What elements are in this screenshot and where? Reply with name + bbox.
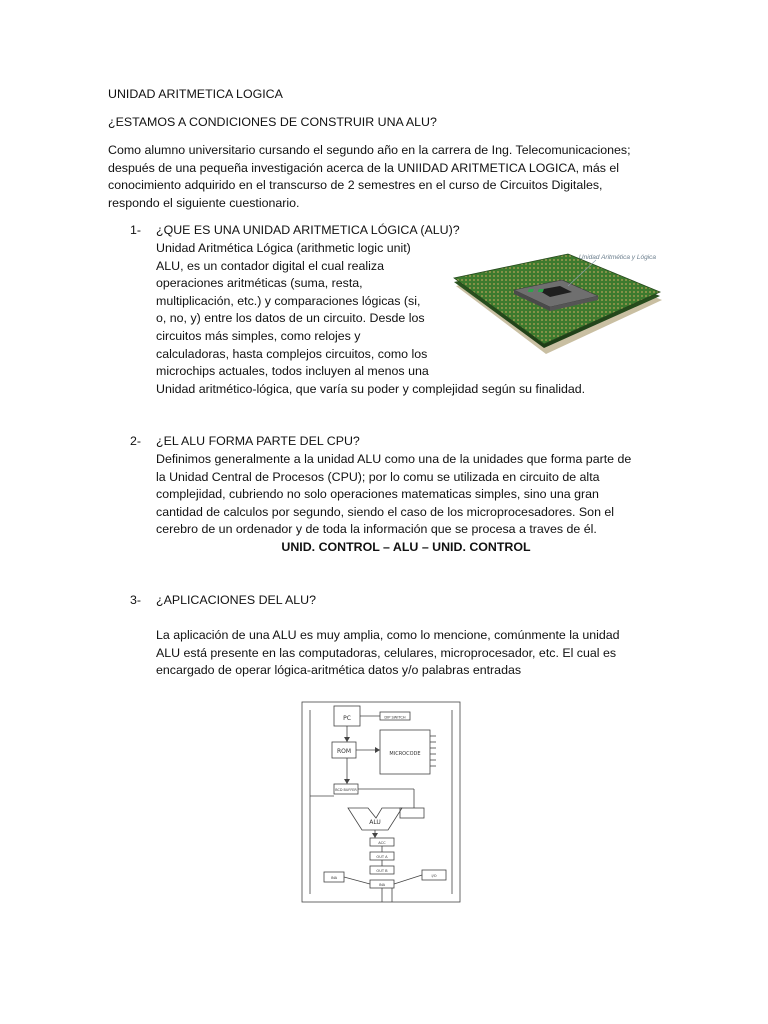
diagram-pc-label: PC <box>343 715 351 722</box>
chip-caption: Unidad Aritmética y Lógica <box>578 254 656 261</box>
question-1-number: 1- <box>130 223 142 237</box>
answer-line: ALU, es un contador digital el cual realiza <box>156 258 384 273</box>
diagram-out-b-label: OUT B <box>376 869 388 873</box>
question-3-answer <box>156 627 620 680</box>
answer-line: multiplicación, etc.) y comparaciones lógicas (si, <box>156 293 421 308</box>
diagram-bcd-label: BCD BUFFER <box>335 788 357 792</box>
alu-block-diagram <box>296 696 466 911</box>
answer-line: operaciones aritméticas (suma, resta, <box>156 276 363 291</box>
answer-line: la Unidad Central de Procesos (CPU); por lo comu se utilizada en circuito de alta <box>156 469 600 484</box>
answer-line: Definimos generalmente a la unidad ALU como una de la unidades que forma parte de <box>156 452 632 466</box>
answer-line: cerebro de un ordenador y de toda la información que se procesa a traves de él. <box>156 522 597 537</box>
answer-line: Unidad aritmético-lógica, que varía su poder y complejidad según su finalidad. <box>156 381 586 396</box>
diagram-out-a-label: OUT A <box>376 855 388 859</box>
answer-line: calculadoras, hasta complejos circuitos, como los <box>156 346 428 361</box>
diagram-ina-label: INA <box>330 876 338 880</box>
diagram-alu-label: ALU <box>369 819 381 826</box>
document-title: UNIDAD ARITMETICA LOGICA <box>108 87 283 101</box>
answer-line: La aplicación de una ALU es muy amplia, como lo mencione, comúnmente la unidad <box>156 628 620 642</box>
diagram-ina-box-label: INA <box>378 883 386 887</box>
question-2-answer <box>156 451 631 539</box>
intro-paragraph <box>108 142 631 212</box>
diagram-io-label: I/O <box>431 874 437 878</box>
question-2-number: 2- <box>130 434 142 448</box>
answer-line: cantidad de calculos por segundo, siendo el caso de los microprocesadores. Son el <box>156 504 615 519</box>
intro-line: Como alumno universitario cursando el segundo año en la carrera de Ing. Telecomunicaciones; <box>108 143 631 157</box>
intro-line: después de una pequeña investigación acerca de la UNIIDAD ARITMETICA LOGICA, más el <box>108 160 620 175</box>
intro-line: conocimiento adquirido en el transcurso de 2 semestres en el curso de Circuitos Digitales, <box>108 178 603 193</box>
answer-line: complejidad, cubriendo no solo operaciones matematicas simples, sino una gran <box>156 487 599 502</box>
answer-line: circuitos más simples, como relojes y <box>156 328 361 343</box>
answer-line: ALU está presente en las computadoras, celulares, microprocesador, etc. El cual es <box>156 645 617 660</box>
answer-line: microchips actuales, todos incluyen al menos una <box>156 364 429 379</box>
cpu-chip-image <box>448 242 664 360</box>
question-3-number: 3- <box>130 593 142 607</box>
diagram-rom-label: ROM <box>336 748 352 755</box>
document-heading: ¿ESTAMOS A CONDICIONES DE CONSTRUIR UNA ALU? <box>108 115 437 129</box>
answer-line: encargado de operar lógica-aritmética datos y/o palabras entradas <box>156 663 522 678</box>
answer-line: o, no, y) entre los datos de un circuito. Desde los <box>156 311 425 326</box>
answer-line: Unidad Aritmética Lógica (arithmetic logic unit) <box>156 241 411 255</box>
diagram-dip-label: DIP SWITCH <box>384 715 406 720</box>
question-2-title: ¿EL ALU FORMA PARTE DEL CPU? <box>156 434 360 448</box>
question-3-title: ¿APLICACIONES DEL ALU? <box>156 593 316 607</box>
question-1-title: ¿QUE ES UNA UNIDAD ARITMETICA LÓGICA (ALU)? <box>156 223 460 237</box>
diagram-microcode-label: MICROCODE <box>389 751 421 757</box>
control-alu-control-line: UNID. CONTROL – ALU – UNID. CONTROL <box>281 540 531 554</box>
diagram-acc-label: ACC <box>378 841 386 845</box>
intro-line: respondo el siguiente cuestionario. <box>108 195 300 210</box>
